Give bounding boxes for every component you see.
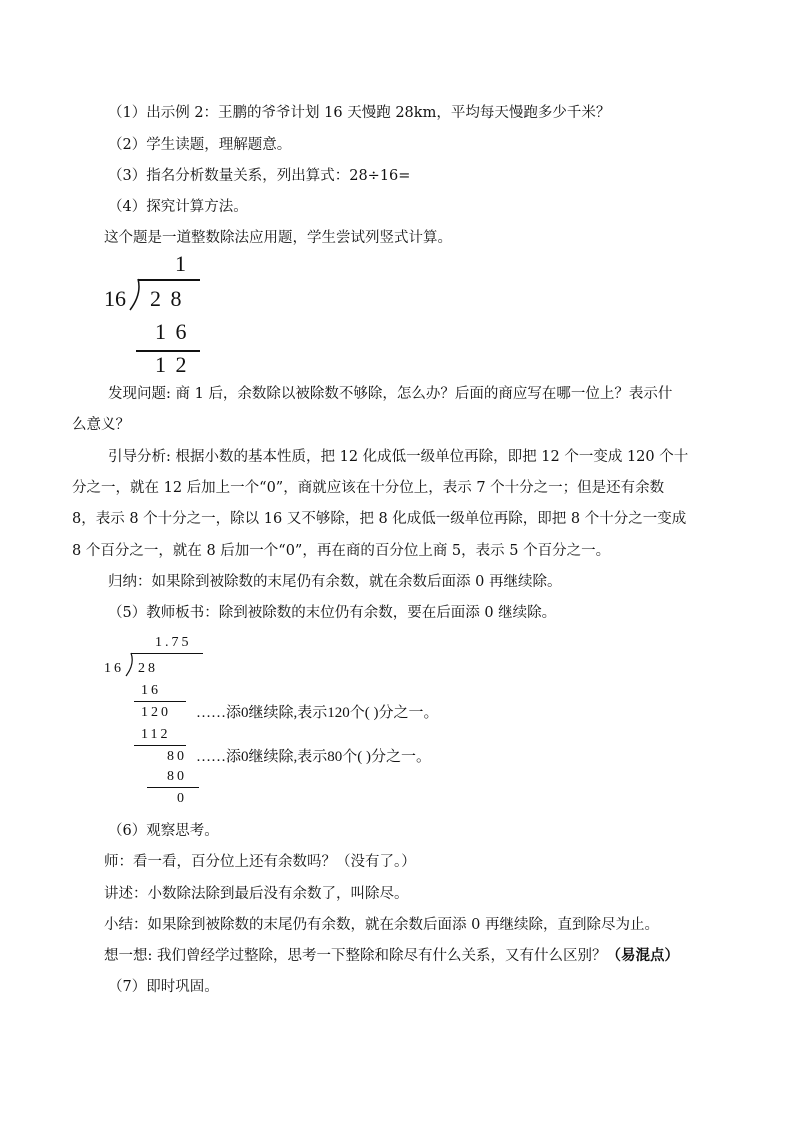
- text-teacher: 师：看一看，百分位上还有余数吗？（没有了。）: [104, 854, 416, 870]
- division2-line-2: [134, 745, 186, 746]
- text-think-main: 想一想: 我们曾经学过整除，思考一下整除和除尽有什么关系，又有什么区别？: [104, 948, 607, 964]
- division2-step-3: 112: [141, 727, 171, 742]
- text-conclusion: 小结：如果除到被除数的末尾仍有余数，就在余数后面添 0 再继续除，直到除尽为止。: [104, 917, 659, 933]
- division2-step-2: 120: [141, 705, 171, 720]
- division2-dividend: 28: [138, 661, 158, 676]
- division2-note-2: ……添0继续除,表示80个( )分之一。: [196, 749, 431, 765]
- division1-dividend: 2 8: [150, 286, 184, 311]
- division2-step-1: 16: [141, 683, 161, 698]
- text-think-tag: （易混点）: [606, 947, 679, 964]
- text-line-5: 这个题是一道整数除法应用题，学生尝试列竖式计算。: [104, 230, 452, 246]
- text-explain: 讲述：小数除法除到最后没有余数了，叫除尽。: [104, 886, 409, 902]
- text-guide-line-4: 8 个百分之一，就在 8 后加一个“0”，再在商的百分位上商 5，表示 5 个百分之一。: [72, 543, 611, 559]
- division1-top-line: [138, 279, 200, 281]
- text-guide-line-3: 8，表示 8 个十分之一，除以 16 又不够除，把 8 化成低一级单位再除，即把 8 个十分之一变成: [72, 511, 687, 527]
- division2-step-5: 80: [167, 769, 187, 784]
- division2-line-3: [147, 787, 199, 788]
- division2-line-1: [134, 701, 186, 702]
- text-guide-line-2: 分之一，就在 12 后加上一个“0”，商就应该在十分位上，表示 7 个十分之一；但是还有余数: [72, 480, 665, 496]
- division2-bracket: [124, 652, 136, 678]
- text-line-4: （4）探究计算方法。: [108, 199, 248, 215]
- division1-quotient: 1: [175, 251, 186, 276]
- division2-note-1: ……添0继续除,表示120个( )分之一。: [196, 705, 439, 721]
- division1-remainder: 1 2: [155, 352, 189, 377]
- division2-step-6: 0: [177, 791, 187, 806]
- text-summary: 归纳：如果除到被除数的末尾仍有余数，就在余数后面添 0 再继续除。: [108, 574, 562, 590]
- division2-divisor: 16: [104, 661, 124, 676]
- text-discover-line-2: 么意义？: [72, 417, 130, 433]
- division2-quotient: 1.75: [155, 635, 192, 650]
- text-discover-line-1: 发现问题: 商 1 后，余数除以被除数不够除，怎么办？后面的商应写在哪一位上？表示什: [108, 386, 673, 402]
- text-line-2: （2）学生读题，理解题意。: [108, 137, 292, 153]
- text-observe: （6）观察思考。: [108, 823, 219, 839]
- division1-product: 1 6: [155, 319, 189, 344]
- division1-bracket: [128, 278, 142, 312]
- text-guide-line-1: 引导分析: 根据小数的基本性质，把 12 化成低一级单位再除，即把 12 个一变成 120 个十: [108, 449, 689, 465]
- text-board: （5）教师板书：除到被除数的末位仍有余数，要在后面添 0 继续除。: [108, 605, 557, 621]
- text-consolidate: （7）即时巩固。: [108, 979, 219, 995]
- text-line-1: （1）出示例 2：王鹏的爷爷计划 16 天慢跑 28km，平均每天慢跑多少千米？: [108, 105, 611, 121]
- division2-step-4: 80: [167, 749, 187, 764]
- division1-divisor: 16: [104, 286, 126, 311]
- text-think: [104, 947, 679, 965]
- text-line-3: （3）指名分析数量关系，列出算式：28÷16=: [108, 168, 411, 184]
- division2-top-line: [131, 653, 203, 654]
